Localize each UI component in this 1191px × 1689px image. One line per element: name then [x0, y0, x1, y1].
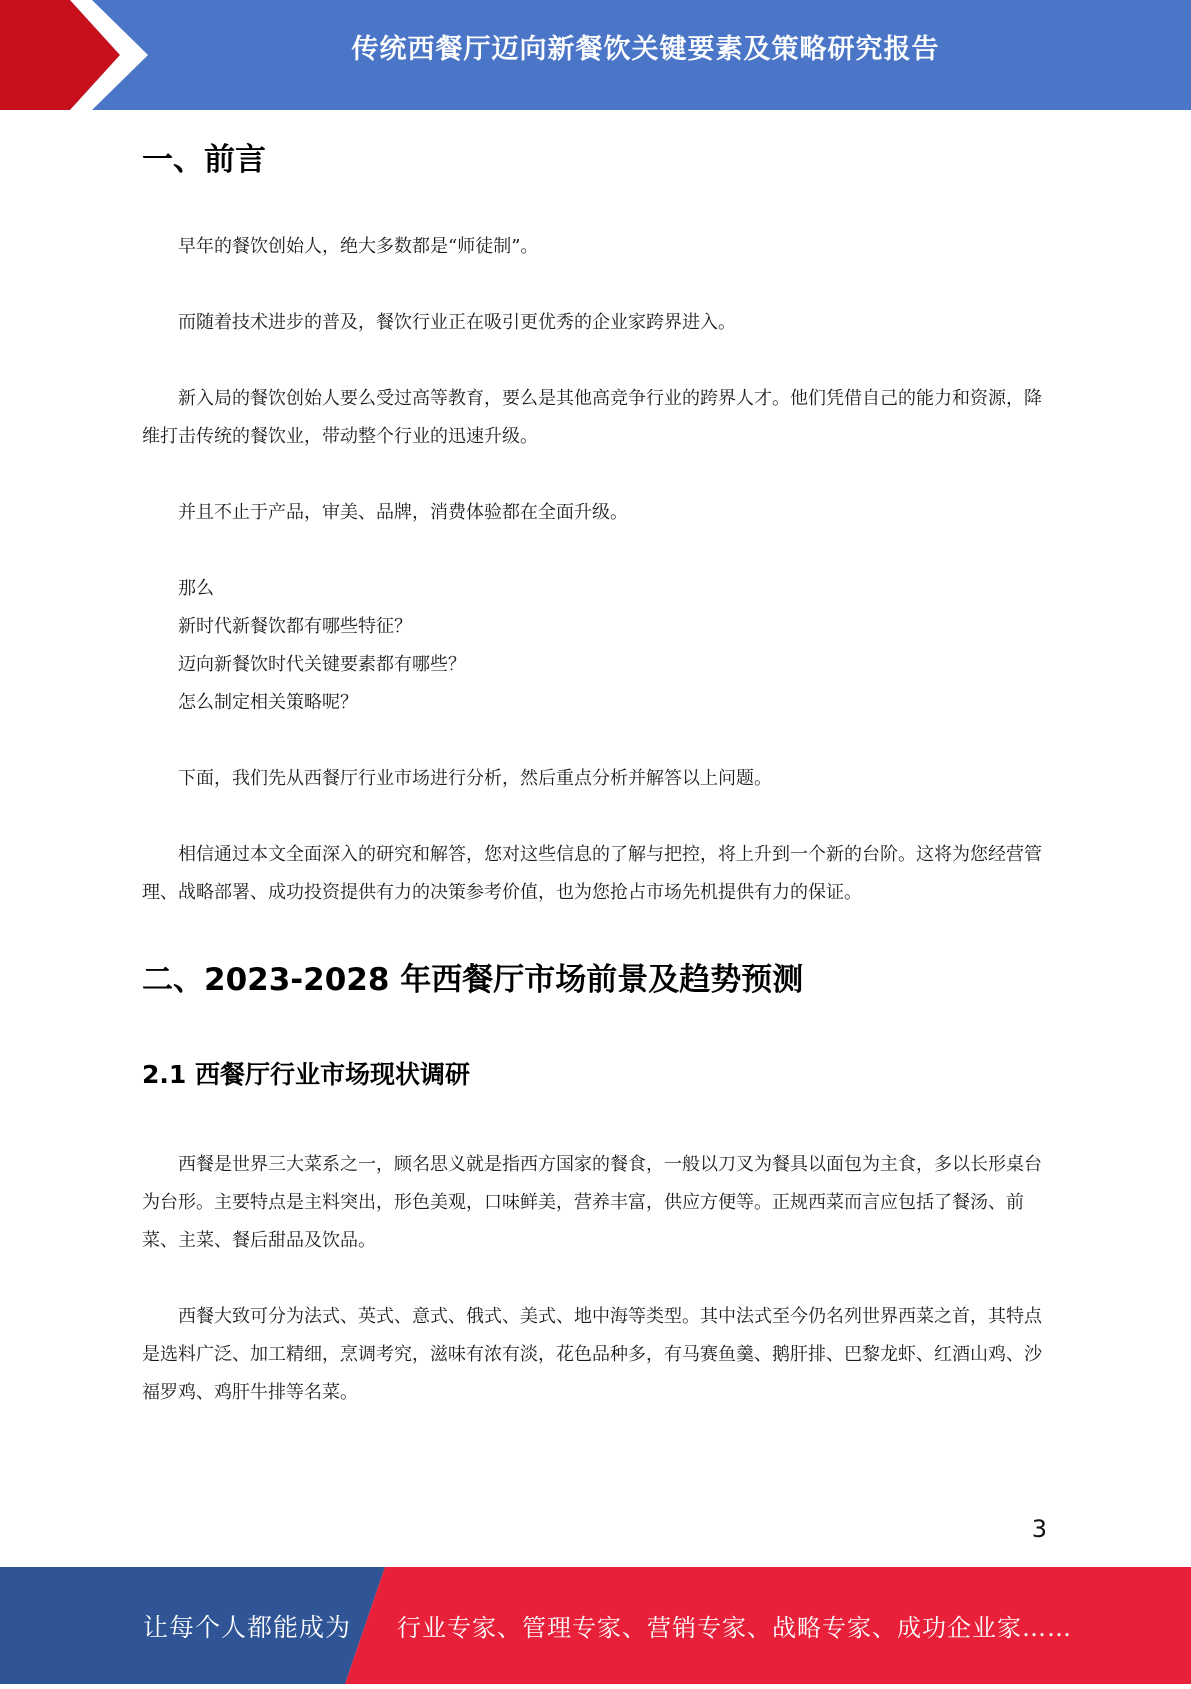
page-number: 3	[1031, 1515, 1047, 1543]
page-footer	[0, 1567, 1191, 1684]
question-line: 新时代新餐饮都有哪些特征？	[178, 616, 412, 637]
question-line: 怎么制定相关策略呢？	[178, 692, 358, 713]
page-header	[0, 0, 1191, 110]
section-heading-market: 二、2023-2028 年西餐厅市场前景及趋势预测	[142, 962, 804, 998]
paragraph: 西餐是世界三大菜系之一，顾名思义就是指西方国家的餐食，一般以刀叉为餐具以面包为主食，多以长形桌台为台形。主要特点是主料突出，形色美观，口味鲜美，营养丰富，供应方便等。正规西菜而言应包括了餐汤、前菜、主菜、餐后甜品及饮品。	[142, 1154, 1042, 1251]
paragraph: 早年的餐饮创始人，绝大多数都是“师徒制”。	[178, 236, 539, 257]
paragraph: 下面，我们先从西餐厅行业市场进行分析，然后重点分析并解答以上问题。	[178, 768, 772, 789]
paragraph: 西餐大致可分为法式、英式、意式、俄式、美式、地中海等类型。其中法式至今仍名列世界西菜之首，其特点是选料广泛、加工精细，烹调考究，滋味有浓有淡，花色品种多，有马赛鱼羹、鹅肝排、巴黎龙虾、红酒山鸡、沙福罗鸡、鸡肝牛排等名菜。	[142, 1306, 1042, 1403]
paragraph: 相信通过本文全面深入的研究和解答，您对这些信息的了解与把控，将上升到一个新的台阶。这将为您经营管理、战略部署、成功投资提供有力的决策参考价值，也为您抢占市场先机提供有力的保证。	[142, 844, 1042, 903]
question-line: 那么	[178, 578, 214, 599]
footer-slogan-right: 行业专家、管理专家、营销专家、战略专家、成功企业家……	[397, 1614, 1072, 1642]
paragraph: 并且不止于产品，审美、品牌，消费体验都在全面升级。	[178, 502, 628, 523]
paragraph: 新入局的餐饮创始人要么受过高等教育，要么是其他高竞争行业的跨界人才。他们凭借自己的能力和资源，降维打击传统的餐饮业，带动整个行业的迅速升级。	[142, 388, 1042, 447]
sub-heading-market-status: 2.1 西餐厅行业市场现状调研	[142, 1060, 470, 1089]
document-body	[142, 130, 1052, 1412]
question-line: 迈向新餐饮时代关键要素都有哪些？	[178, 654, 466, 675]
footer-slogan-left: 让每个人都能成为	[143, 1613, 352, 1642]
section-heading-preface: 一、前言	[142, 142, 266, 178]
header-title: 传统西餐厅迈向新餐饮关键要素及策略研究报告	[351, 34, 940, 65]
paragraph: 而随着技术进步的普及，餐饮行业正在吸引更优秀的企业家跨界进入。	[178, 312, 736, 333]
